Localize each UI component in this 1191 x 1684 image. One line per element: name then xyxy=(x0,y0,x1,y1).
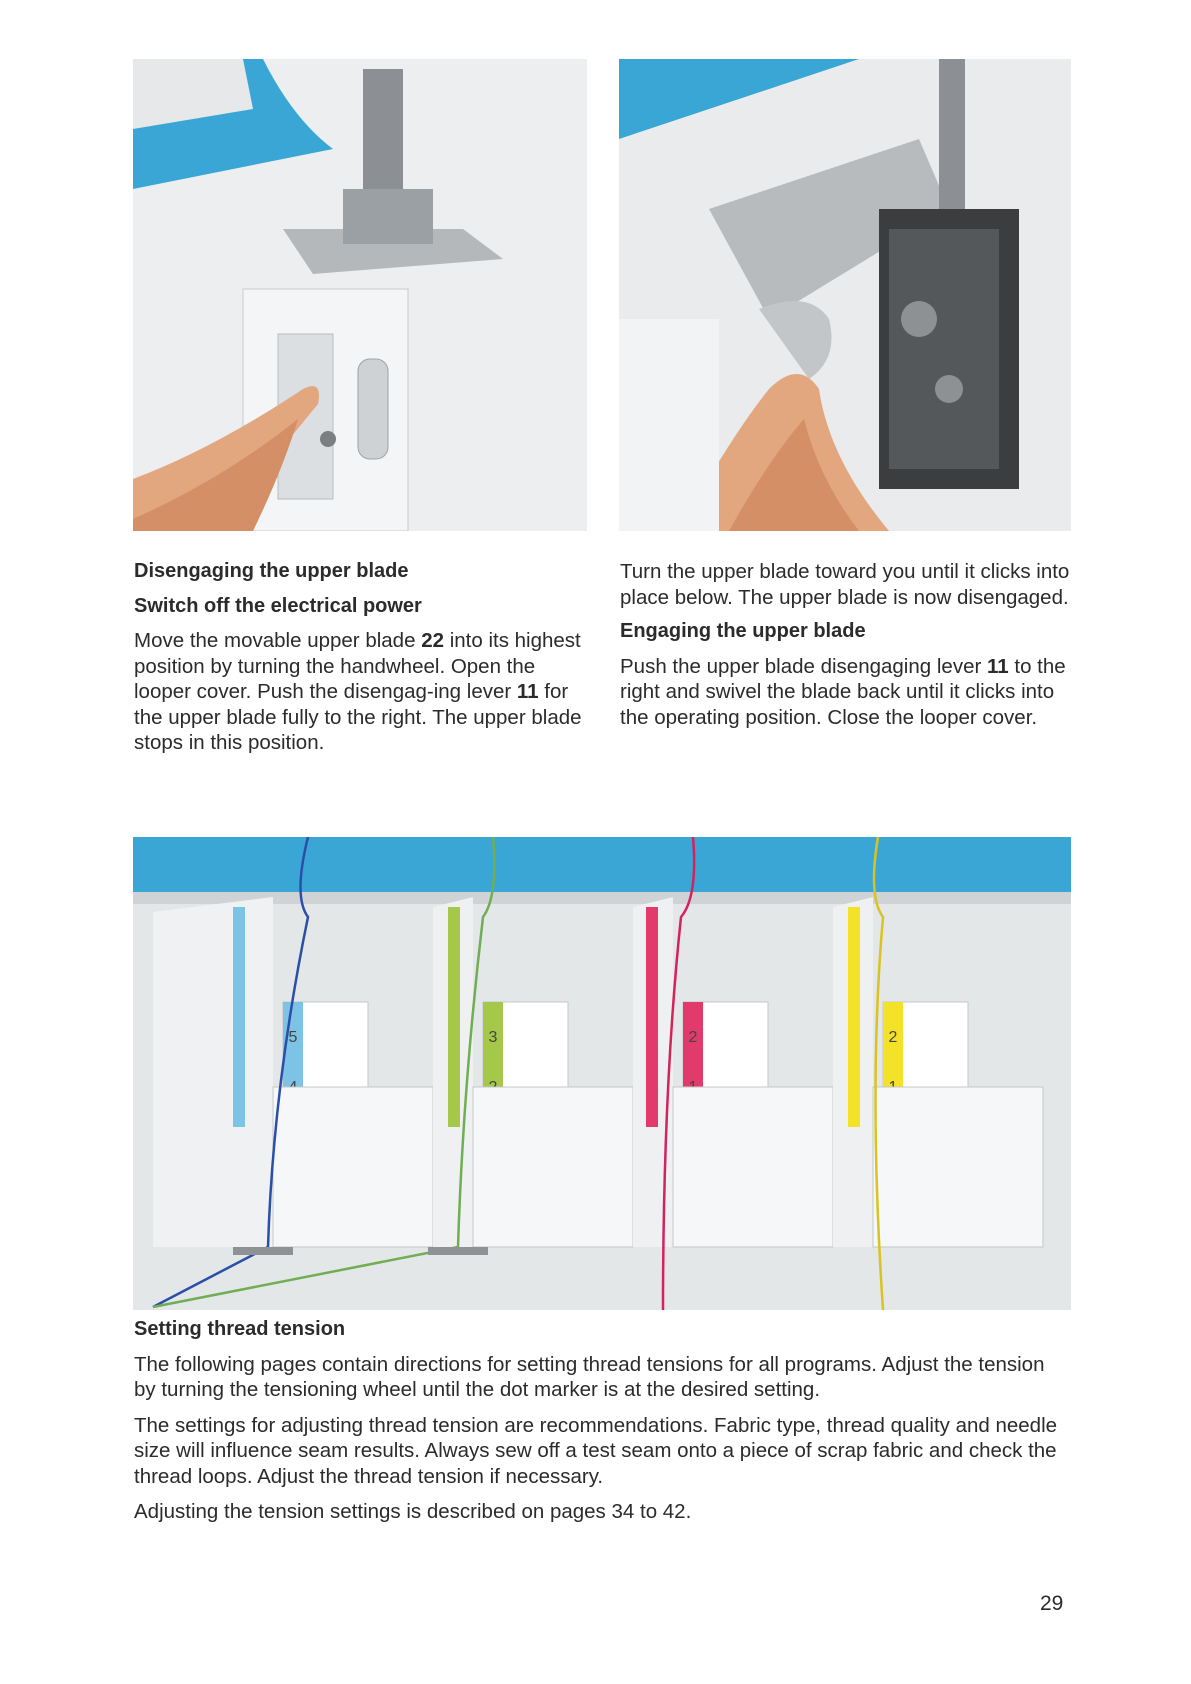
tension-section xyxy=(134,1317,1064,1535)
photo-turning-blade xyxy=(619,59,1071,531)
dial-mark-top: 2 xyxy=(888,1029,898,1046)
paragraph-engaging: Push the upper blade disengaging lever 11 to the right and swivel the blade back until it clicks into the operating position. Close the looper cover. xyxy=(620,654,1066,729)
photo-disengaging-lever xyxy=(133,59,587,531)
heading-thread-tension: Setting thread tension xyxy=(134,1318,346,1340)
paragraph-turn-blade: Turn the upper blade toward you until it clicks into place below. The upper blade is now disengaged. xyxy=(620,560,1070,609)
dial-mark-top: 5 xyxy=(288,1029,298,1046)
heading-disengaging: Disengaging the upper blade xyxy=(134,560,409,582)
page-number: 29 xyxy=(1040,1592,1064,1615)
dial-mark-top: 3 xyxy=(488,1029,498,1046)
heading-switch-off: Switch off the electrical power xyxy=(134,594,422,617)
right-column xyxy=(620,559,1075,739)
left-column xyxy=(134,559,594,765)
photo-tension-dials xyxy=(133,837,1071,1310)
paragraph-tension-3: Adjusting the tension settings is described on pages 34 to 42. xyxy=(134,1500,692,1523)
heading-engaging: Engaging the upper blade xyxy=(620,620,866,642)
dial-mark-top: 2 xyxy=(688,1029,698,1046)
paragraph-tension-2: The settings for adjusting thread tension are recommendations. Fabric type, thread quality and needle size will influence seam results. Always sew off a test seam onto a piece of scrap fabric and check the thread loops. Adjust the thread tension if necessary. xyxy=(134,1413,1058,1488)
paragraph-tension-1: The following pages contain directions for setting thread tensions for all programs. Adjust the tension by turning the tensioning wheel until the dot marker is at the desired setting. xyxy=(134,1352,1045,1401)
paragraph-disengaging: Move the movable upper blade 22 into its highest position by turning the handwheel. Open the looper cover. Push the disengag-ing lever 11 for the upper blade fully to the right. The upper blade stops in this position. xyxy=(134,629,582,754)
